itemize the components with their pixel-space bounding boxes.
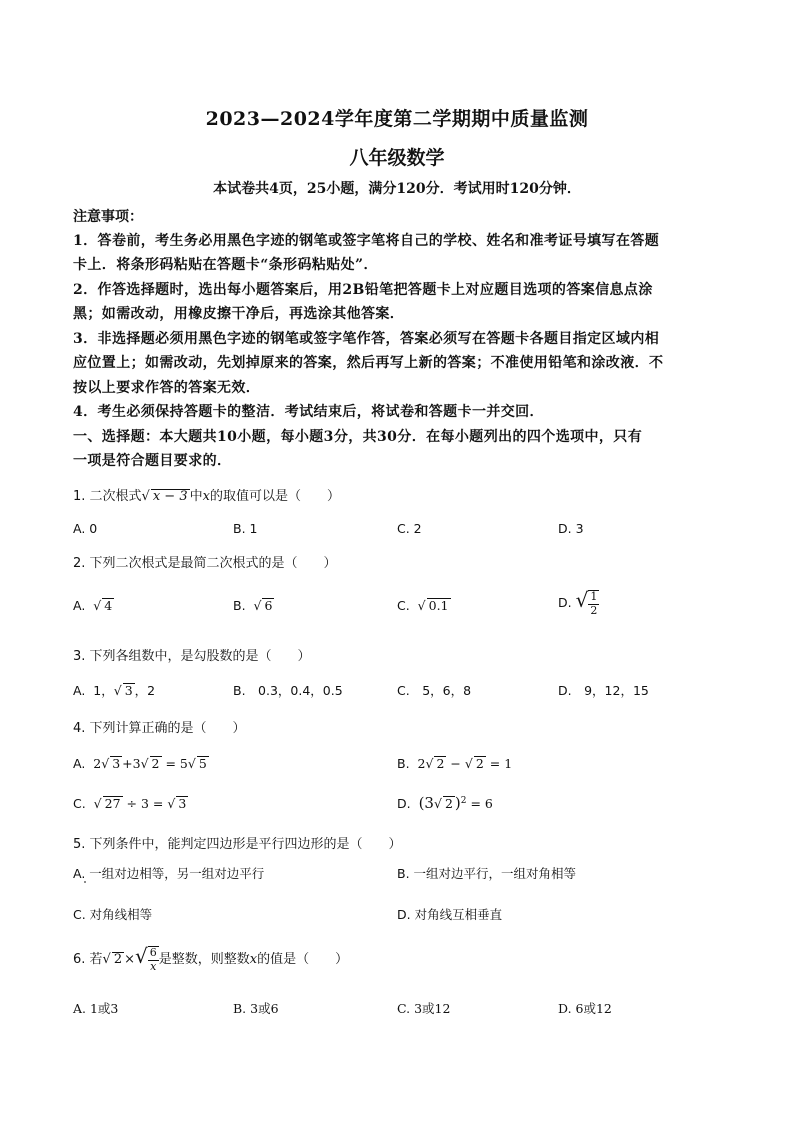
q6-option-d: D. 6或12 (558, 1001, 612, 1016)
section-heading: 一、选择题：本大题共10小题，每小题3分，共30分．在每小题列出的四个选项中，只有 (73, 429, 643, 445)
radicand: x − 3 (152, 489, 188, 504)
q3-option-b: B. 0.3，0.4，0.5 (233, 683, 343, 698)
section-heading-cont: 一项是符合题目要求的． (73, 453, 232, 469)
exam-info: 本试卷共4页，25小题，满分120分．考试用时120分钟． (213, 181, 581, 197)
notice-line: 黑；如需改动，用橡皮擦干净后，再选涂其他答案． (73, 306, 405, 322)
notice-line: 4．考生必须保持答题卡的整洁．考试结束后，将试卷和答题卡一并交回． (73, 404, 544, 420)
q2-option-b: B. √ 6 (233, 598, 273, 613)
notice-heading: 注意事项： (73, 209, 143, 225)
notice-line: 按以上要求作答的答案无效． (73, 380, 261, 396)
q3-option-d: D. 9，12，15 (558, 683, 649, 698)
notice-line: 3．非选择题必须用黑色字迹的钢笔或签字笔作答，答案必须写在答题卡各题目指定区域内相 (73, 331, 660, 347)
exam-subject: 八年级数学 (349, 147, 445, 169)
question-1: 1. 二次根式√ x − 3 中x的取值可以是（ ） (73, 489, 340, 504)
notice-line: 应位置上；如需改动，先划掉原来的答案，然后再写上新的答案；不准使用铅笔和涂改液．不 (73, 355, 664, 371)
q3-option-a: A. 1，√ 3 ，2 (73, 683, 156, 698)
q1-option-d: D. 3 (558, 521, 584, 536)
q2-option-c: C. √ 0.1 (397, 598, 449, 613)
notice-line: 1．答卷前，考生务必用黑色字迹的钢笔或签字笔将自己的学校、姓名和准考证号填写在答题 (73, 233, 660, 249)
q4-option-b: B. 2√ 2 − √ 2 = 1 (397, 756, 513, 771)
stray-dot (84, 881, 86, 883)
notice-line: 卡上．将条形码粘贴在答题卡“条形码粘贴处”． (73, 257, 378, 273)
q4-option-c: C. √ 27 ÷ 3 = √ 3 (73, 796, 187, 811)
q1-option-a: A. 0 (73, 521, 98, 536)
question-5: 5. 下列条件中，能判定四边形是平行四边形的是（ ） (73, 837, 402, 852)
question-2: 2. 下列二次根式是最简二次根式的是（ ） (73, 556, 337, 571)
q6-option-a: A. 1或3 (73, 1001, 119, 1016)
q3-option-c: C. 5，6，8 (397, 683, 472, 698)
q5-option-c: C. 对角线相等 (73, 907, 153, 922)
q2-option-a: A. √ 4 (73, 598, 113, 613)
notice-line: 2．作答选择题时，选出每小题答案后，用2B铅笔把答题卡上对应题目选项的答案信息点涂 (73, 282, 653, 298)
exam-title: 2023—2024学年度第二学期期中质量监测 (205, 108, 589, 130)
q6-option-c: C. 3或12 (397, 1001, 451, 1016)
q6-option-b: B. 3或6 (233, 1001, 279, 1016)
question-6: 6. 若√ 2 ×√ $\frac{6}{x}$ 是整数，则整数x的值是（ ） (73, 944, 349, 973)
question-3: 3. 下列各组数中，是勾股数的是（ ） (73, 649, 311, 664)
q5-option-b: B. 一组对边平行，一组对角相等 (397, 866, 577, 881)
question-4: 4. 下列计算正确的是（ ） (73, 721, 246, 736)
q4-option-d: D. (3√ 2 )$^2$ = 6 (397, 794, 493, 812)
q4-option-a: A. 2√ 3 +3√ 2 = 5√ 5 (73, 756, 207, 771)
q1-option-b: B. 1 (233, 521, 258, 536)
q5-option-d: D. 对角线互相垂直 (397, 907, 503, 922)
q5-option-a: A. 一组对边相等，另一组对边平行 (73, 866, 265, 881)
q2-option-d: D. √ $\frac{1}{2}$ (558, 588, 598, 617)
q1-option-c: C. 2 (397, 521, 422, 536)
